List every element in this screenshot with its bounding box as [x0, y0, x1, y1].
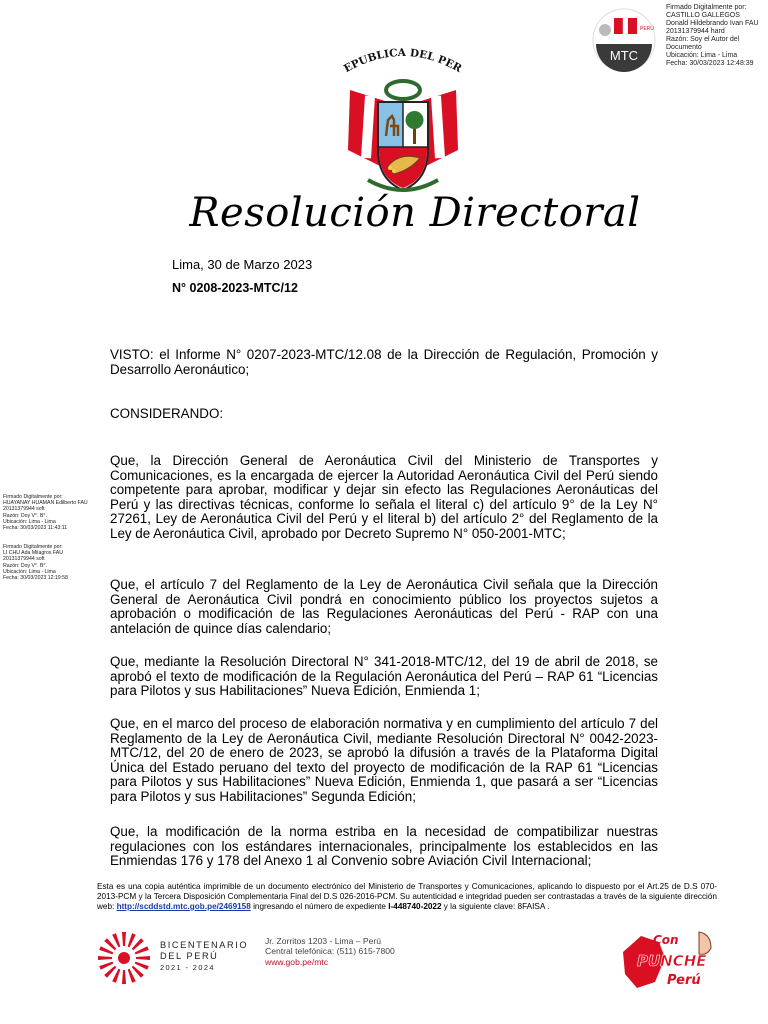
signature-line: 20131379944 hard — [666, 28, 725, 35]
address-website[interactable]: www.gob.pe/mtc — [265, 956, 329, 967]
signature-line: Donald Hildebrando Ivan FAU — [666, 20, 759, 27]
address-phone: Central telefónica: (511) 615-7800 — [265, 946, 395, 957]
bicentenario-line: BICENTENARIO — [160, 940, 249, 950]
signature-line: Razón: Soy el Autor del — [666, 36, 740, 43]
svg-text:MTC: MTC — [609, 48, 639, 63]
body-paragraph: Que, mediante la Resolución Directoral N° 341-2018-MTC/12, del 19 de abril de 2018, se aprobó el texto de modificación de la Regulación Aeronáutica del Perú – RAP 61 “Licencias para Pilotos y sus Habilitaciones” Nueva Edición, Enmienda 1; — [110, 654, 658, 699]
signature-line: Razón: Doy V°. B°. — [3, 512, 47, 519]
svg-text:PUNCHE: PUNCHE — [637, 952, 707, 970]
signature-line: Ubicación: Lima - Lima — [666, 52, 738, 59]
signature-line: Fecha: 30/03/2023 12:48:39 — [666, 60, 754, 67]
bicentenario-icon — [94, 928, 154, 988]
body-paragraph: Que, la modificación de la norma estriba en la necesidad de compatibilizar nuestras regulaciones con los estándares internacionales, principalmente los establecidos en las Enmiendas 176 y 178 del Anexo 1 al Convenio sobre Aviación Civil Internacional; — [110, 824, 658, 869]
signature-line: Documento — [666, 44, 702, 51]
expediente-number: I-448740-2022 — [388, 902, 442, 911]
coat-of-arms-emblem — [330, 40, 476, 198]
resolution-number: N° 0208-2023-MTC/12 — [172, 281, 298, 295]
document-date: Lima, 30 de Marzo 2023 — [172, 257, 313, 272]
signature-line: Fecha: 30/03/2023 12:19:58 — [3, 575, 68, 582]
signature-line: Ubicación: Lima - Lima — [3, 568, 56, 575]
bicentenario-years: 2021 - 2024 — [160, 963, 215, 972]
signature-line: Firmado Digitalmente por: — [3, 544, 63, 550]
document-title: Resolución Directoral — [189, 190, 641, 236]
authenticity-note — [97, 882, 717, 912]
authenticity-text: y la siguiente clave: 8FAISA . — [441, 902, 550, 911]
signature-line: Razón: Doy V°. B°. — [3, 562, 47, 569]
signature-line: 20131379944 soft — [3, 556, 45, 563]
body-paragraph: Que, el artículo 7 del Reglamento de la Ley de Aeronáutica Civil señala que la Dirección General de Aeronáutica Civil pondrá en conocimiento público los proyectos sujetos a aprobación o modificación de las Regulaciones Aeronáuticas del Perú - RAP con una antelación de quince días calendario; — [110, 577, 658, 636]
bicentenario-text — [160, 940, 248, 973]
con-punche-peru-logo — [615, 922, 720, 994]
signature-line: Firmado Digitalmente por: — [3, 494, 63, 500]
body-paragraph: Que, la Dirección General de Aeronáutica Civil del Ministerio de Transportes y Comunicaciones, es la encargada de ejercer la Autoridad Aeronáutica Civil del Perú siendo competente para aprobar, modificar y dejar sin efecto las Regulaciones Aeronáuticas del Perú y las directivas técnicas, conforme lo señala el literal c) del artículo 9° de la Ley N° 27261, Ley de Aeronáutica Civil del Perú y el literal b) del artículo 2° del Reglamento de la Ley de Aeronáutica Civil, aprobado por Decreto Supremo N° 050-2001-MTC; — [110, 453, 658, 541]
signature-line: Firmado Digitalmente por: — [666, 4, 747, 11]
mtc-signature-logo — [590, 8, 662, 72]
svg-text:PERÚ: PERÚ — [640, 26, 654, 32]
signature-line: 20131379944 soft — [3, 506, 45, 513]
signature-line: LI CHU Ada Milagros FAU — [3, 550, 63, 557]
bicentenario-line: DEL PERÚ — [160, 951, 219, 961]
contact-address — [265, 936, 395, 967]
address-street: Jr. Zorritos 1203 - Lima – Perú — [265, 936, 382, 946]
signature-block-left-2 — [3, 544, 108, 581]
signature-line: Fecha: 30/03/2023 11:43:11 — [3, 525, 68, 532]
authenticity-text: ingresando el número de expediente — [250, 902, 389, 911]
svg-text:Con: Con — [653, 933, 679, 947]
signature-block-top — [666, 4, 766, 68]
signature-line: HUAYANAY HUAMAN Edilberto FAU — [3, 500, 88, 507]
svg-text:Perú: Perú — [667, 973, 701, 988]
authenticity-text: Esta es una copia auténtica imprimible de un documento electrónico del Ministerio de Transportes y Comunicaciones, aplicando lo dispuesto por el Art.25 de D.S 070-2013-PCM y la Tercera Disposición Complementaria Final del D.S 026-2016-PCM. Su autenticidad e integridad pueden ser contrastadas a través de la siguiente dirección web: — [97, 882, 717, 911]
verification-link[interactable]: http://scddstd.mtc.gob.pe/2469158 — [116, 902, 251, 911]
body-paragraph: Que, en el marco del proceso de elaboración normativa y en cumplimiento del artículo 7 del Reglamento de la Ley de Aeronáutica Civil, mediante Resolución Directoral N° 0042-2023-MTC/12, del 20 de enero de 2023, se aprobó la difusión a través de la Plataforma Digital Única del Estado peruano del texto del proyecto de modificación de la RAP 61 “Licencias para Pilotos y sus Habilitaciones” Nueva Edición, Enmienda 1, que pasará a ser “Licencias para Pilotos y sus Habilitaciones” Segunda Edición; — [110, 716, 658, 804]
visto-paragraph: VISTO: el Informe N° 0207-2023-MTC/12.08 de la Dirección de Regulación, Promoción y Desarrollo Aeronáutico; — [110, 347, 658, 377]
considerando-heading: CONSIDERANDO: — [110, 406, 224, 421]
svg-text:REPUBLICA DEL PERU: EPUBLICA DEL PER — [341, 46, 464, 76]
signature-line: Ubicación: Lima - Lima — [3, 518, 56, 525]
signature-line: CASTILLO GALLEGOS — [666, 12, 740, 19]
signature-block-left-1 — [3, 494, 108, 531]
